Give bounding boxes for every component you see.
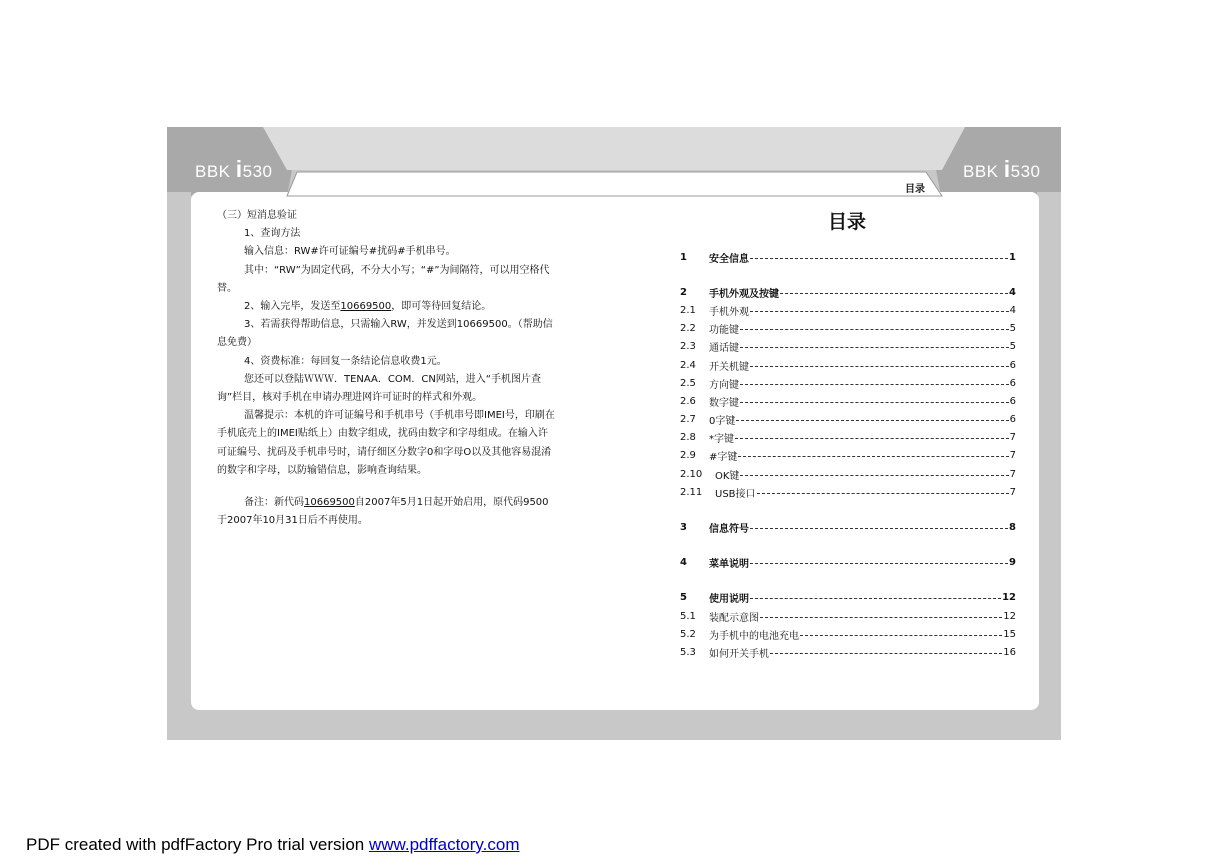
toc-entry	[680, 338, 1016, 356]
toc-leader-dots	[736, 420, 1008, 421]
toc-leader-dots	[757, 493, 1009, 494]
toc-leader-dots	[740, 329, 1009, 330]
step-2-code: 10669500	[340, 301, 392, 313]
toc-entry-page: 16	[1003, 646, 1016, 658]
toc-entry-number: 4	[680, 557, 687, 569]
brand-model: 530	[1010, 162, 1041, 181]
section-heading: （三）短消息验证	[217, 210, 297, 221]
toc-entry	[680, 625, 1016, 643]
toc-entry-number: 2.2	[680, 323, 696, 335]
toc-entry-page: 7	[1009, 450, 1016, 462]
toc-entry-page: 5	[1009, 323, 1016, 335]
toc-leader-dots	[738, 456, 1008, 457]
toc-entry-number: 5.3	[680, 646, 696, 658]
toc-entry	[680, 518, 1016, 536]
step-2-pre: 2、输入完毕，发送至	[244, 301, 341, 313]
toc-entry	[680, 248, 1016, 266]
toc-entry-label: 信息符号	[709, 524, 749, 536]
toc-entry-page: 7	[1009, 432, 1016, 444]
toc-entry-number: 2.5	[680, 377, 696, 389]
toc-leader-dots	[750, 528, 1008, 529]
brand-model: 530	[242, 162, 273, 181]
toc-leader-dots	[740, 402, 1009, 403]
toc-entry-page: 6	[1009, 377, 1016, 389]
toc-entry	[680, 283, 1016, 301]
footer-link[interactable]: www.pdffactory.com	[368, 835, 520, 854]
toc-entry	[680, 643, 1016, 661]
query-method: 1、查询方法	[244, 228, 301, 240]
toc-entry-number: 1	[680, 251, 687, 263]
toc-entry-page: 4	[1009, 304, 1016, 316]
toc-entry-page: 6	[1009, 395, 1016, 407]
toc-title: 目录	[828, 211, 867, 233]
toc-entry-page: 12	[1002, 592, 1016, 604]
brand-logo-right	[963, 156, 1041, 183]
toc-entry-label: 数字键	[709, 397, 739, 409]
toc-entry	[680, 374, 1016, 392]
toc-entry-number: 5	[680, 592, 687, 604]
remark-code: 10669500	[304, 497, 355, 509]
table-of-contents	[680, 248, 1016, 662]
toc-entry	[680, 447, 1016, 465]
toc-entry-label: 使用说明	[709, 594, 749, 606]
warm-tip: 温馨提示：本机的许可证编号和手机串号（手机串号即IMEI号，印刷在手机底壳上的IMEI贴纸上）由数字组成，扰码由数字和字母组成。在输入许可证编号、扰码及手机串号时，请仔细区分数字0和字母O以及其他容易混淆的数字和字母，以防输错信息，影响查询结果。	[217, 410, 555, 476]
toc-entry-number: 2.8	[680, 432, 696, 444]
toc-entry-label: USB接口	[715, 488, 756, 500]
toc-entry	[680, 356, 1016, 374]
toc-entry-number: 2	[680, 286, 687, 298]
toc-entry-label: OK键	[715, 470, 740, 482]
note-fixed-code: 其中：“RW”为固定代码，不分大小写；“#”为间隔符，可以用空格代替。	[217, 264, 550, 294]
toc-leader-dots	[750, 598, 1001, 599]
toc-entry-page: 7	[1009, 468, 1016, 480]
toc-leader-dots	[750, 311, 1009, 312]
pdf-footer	[26, 835, 520, 855]
toc-entry-page: 6	[1009, 414, 1016, 426]
toc-entry-number: 2.11	[680, 486, 703, 498]
toc-entry-label: 安全信息	[709, 253, 749, 265]
step-3: 3、若需获得帮助信息，只需输入RW，并发送到10669500。（帮助信息免费）	[217, 319, 553, 349]
toc-entry	[680, 589, 1016, 607]
toc-entry-number: 2.6	[680, 395, 696, 407]
toc-entry-label: *字键	[709, 434, 734, 446]
toc-entry	[680, 411, 1016, 429]
toc-entry-number: 2.3	[680, 341, 696, 353]
toc-leader-dots	[750, 258, 1008, 259]
toc-entry-label: #字键	[709, 452, 738, 464]
toc-entry-label: 0字键	[709, 416, 736, 428]
toc-entry	[680, 607, 1016, 625]
remark-post: 自2007年5月1日起开始启用，原代码9500于2007年10月31日后不再使用。	[217, 497, 549, 527]
toc-entry-label: 通话键	[709, 343, 739, 355]
step-4: 4、资费标准：每回复一条结论信息收费1元。	[244, 355, 447, 367]
toc-entry-page: 7	[1009, 486, 1016, 498]
remark	[217, 494, 557, 530]
toc-entry-page: 6	[1009, 359, 1016, 371]
toc-entry-page: 9	[1009, 557, 1016, 569]
toc-entry-label: 手机外观及按键	[709, 288, 779, 300]
footer-text: PDF created with pdfFactory Pro trial version	[26, 835, 369, 854]
toc-entry-label: 手机外观	[709, 306, 749, 318]
toc-entry-number: 5.2	[680, 628, 696, 640]
toc-leader-dots	[770, 653, 1002, 654]
step-2-post: ，即可等待回复结论。	[391, 301, 492, 313]
step-2	[217, 298, 557, 316]
toc-entry-number: 2.4	[680, 359, 696, 371]
toc-entry-page: 8	[1009, 522, 1016, 534]
input-info: 输入信息：RW#许可证编号#扰码#手机串号。	[244, 246, 456, 258]
toc-entry-label: 功能键	[709, 325, 739, 337]
toc-entry-page: 15	[1003, 628, 1016, 640]
header-toc-label: 目录	[905, 184, 925, 195]
toc-entry-page: 5	[1009, 341, 1016, 353]
toc-leader-dots	[750, 366, 1009, 367]
toc-entry	[680, 429, 1016, 447]
toc-entry-number: 5.1	[680, 610, 696, 622]
toc-entry-label: 装配示意图	[709, 612, 759, 624]
toc-entry-number: 2.10	[680, 468, 703, 480]
toc-entry-label: 如何开关手机	[709, 648, 769, 660]
toc-leader-dots	[760, 617, 1002, 618]
toc-leader-dots	[750, 563, 1008, 564]
toc-entry-label: 方向键	[709, 379, 739, 391]
toc-entry-page: 4	[1009, 286, 1016, 298]
toc-entry	[680, 554, 1016, 572]
toc-entry-number: 2.1	[680, 304, 696, 316]
brand-letter: i	[235, 156, 243, 182]
toc-entry	[680, 320, 1016, 338]
toc-entry	[680, 483, 1016, 501]
toc-leader-dots	[740, 347, 1009, 348]
brand-prefix: BBK	[963, 162, 1004, 181]
toc-entry-label: 为手机中的电池充电	[709, 630, 799, 642]
toc-entry-page: 1	[1009, 251, 1016, 263]
toc-leader-dots	[780, 293, 1008, 294]
website-note: 您还可以登陆ＷＷＷ．TENAA．COM．CN网站，进入“手机图片查询”栏目，核对手机在申请办理进网许可证时的样式和外观。	[217, 373, 541, 404]
toc-entry-label: 开关机键	[709, 361, 749, 373]
toc-leader-dots	[740, 475, 1008, 476]
toc-entry-number: 2.7	[680, 414, 696, 426]
toc-leader-dots	[740, 384, 1009, 385]
remark-pre: 备注：新代码	[244, 497, 304, 509]
toc-leader-dots	[800, 635, 1002, 636]
toc-entry-page: 12	[1003, 610, 1016, 622]
toc-entry-number: 3	[680, 522, 687, 534]
brand-prefix: BBK	[195, 162, 236, 181]
toc-entry	[680, 392, 1016, 410]
toc-entry	[680, 301, 1016, 319]
brand-logo-left	[195, 156, 273, 183]
brand-letter: i	[1003, 156, 1011, 182]
toc-entry	[680, 465, 1016, 483]
toc-entry-number: 2.9	[680, 450, 696, 462]
sms-verification-section	[217, 207, 557, 530]
toc-leader-dots	[735, 438, 1009, 439]
toc-entry-label: 菜单说明	[709, 559, 749, 571]
